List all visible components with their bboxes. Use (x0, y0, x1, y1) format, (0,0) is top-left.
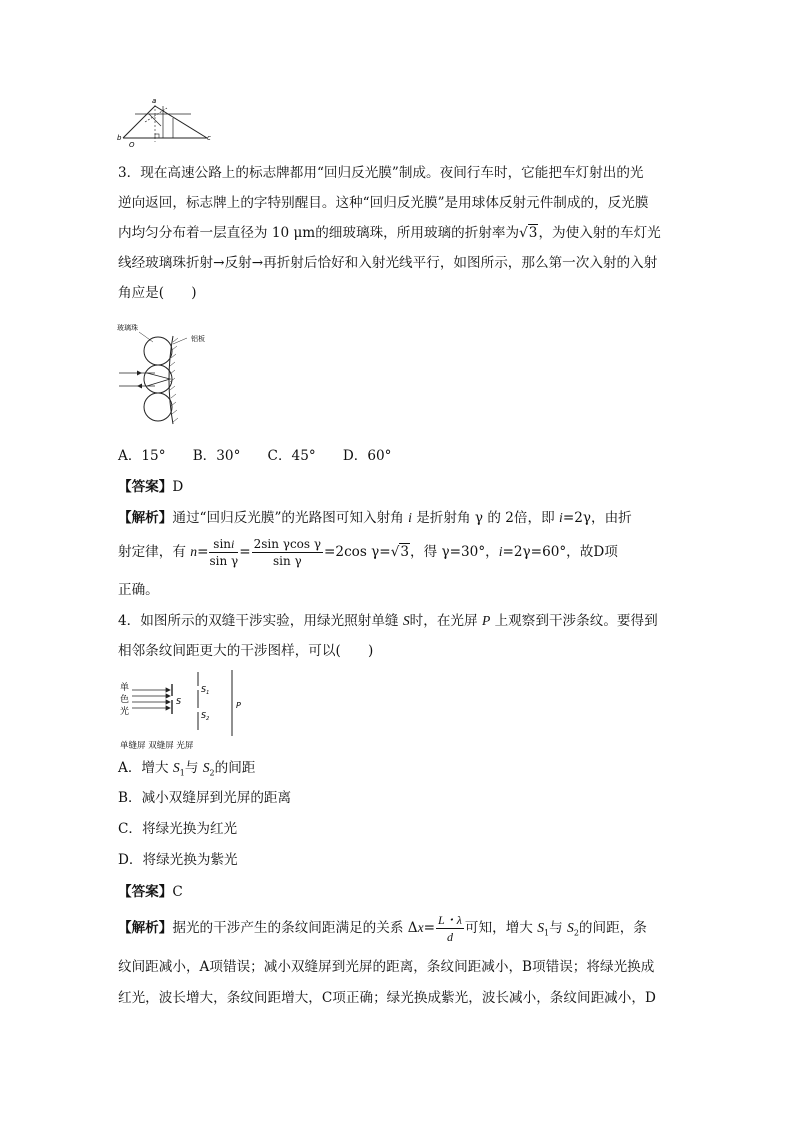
q4-opt-a-pre: A．增大 (118, 760, 173, 776)
ray-1 (145, 108, 167, 122)
label-o: O (129, 141, 135, 148)
q3-analysis-i: i (408, 510, 412, 525)
q4-line-1c: 上观察到干涉条纹。要得到 (490, 613, 658, 629)
label-s2: $S_2$ (201, 711, 210, 722)
q4-analysis-1d: 的间距，条 (578, 920, 647, 936)
bead-bottom (144, 393, 172, 421)
q3-analysis-i2: i (559, 510, 563, 525)
q3-analysis-2a: 射定律，有 (118, 544, 191, 560)
q4-analysis-line-2: 纹间距减小，A项错误；减小双缝屏到光屏的距离，条纹间距减小，B项错误；将绿光换成 (118, 959, 655, 975)
q3-line-5: 角应是( ) (118, 285, 197, 301)
q4-s: S (402, 613, 410, 628)
q3-analysis-line-1 (118, 508, 632, 528)
frac1-num-i: i (231, 537, 235, 551)
q3-answer-label: 【答案】 (118, 479, 173, 495)
frac1-num: sin (213, 537, 232, 551)
q4-analysis-line-1 (118, 910, 647, 952)
q4-line-1 (118, 611, 658, 631)
leader-plate (173, 338, 187, 344)
q4-analysis-1b: 可知，增大 (464, 920, 538, 936)
q3-analysis-n: n (190, 544, 198, 559)
glass-bead-figure (115, 320, 225, 438)
q3-analysis-1c: =2γ，由折 (562, 510, 632, 526)
q4-answer (118, 882, 183, 902)
q4-opt-a-mid: 与 (184, 760, 203, 776)
q4-line-1b: 时，在光屏 (409, 613, 482, 629)
sqrt-3: √3 (519, 225, 538, 241)
frac-num: L・λ (438, 913, 462, 927)
q4-analysis-sub2: 2 (573, 928, 579, 938)
frac2-den: sin γ (272, 554, 302, 568)
q4-analysis-s1: S (537, 920, 545, 935)
q3-line-2: 逆向返回，标志牌上的字特别醒目。这种“回归反光膜”是用球体反射元件制成的，反光膜 (118, 195, 649, 211)
q3-analysis-1b: 是折射角 γ 的 2倍，即 (411, 510, 560, 526)
q4-opt-a-sub1: 1 (179, 768, 185, 778)
frac-den: d (446, 930, 453, 944)
q4-option-c: C．将绿光换为红光 (118, 821, 238, 837)
q4-analysis-sub1: 1 (544, 928, 550, 938)
label-aluminum-plate: 铝板 (191, 335, 205, 343)
q4-option-d: D．将绿光换为紫光 (118, 852, 238, 868)
q3-line-1: 3．现在高速公路上的标志牌都用“回归反光膜”制成。夜间行车时，它能把车灯射出的光 (118, 165, 644, 181)
q3-line-3 (118, 223, 661, 243)
q3-analysis-2c: ，得 γ=30°， (410, 544, 499, 560)
q4-analysis-line-3: 红光，波长增大，条纹间距增大，C项正确；绿光换成紫光，波长减小，条纹间距减小，D (118, 990, 656, 1006)
q4-opt-a-sub2: 2 (209, 768, 215, 778)
q4-answer-label: 【答案】 (118, 884, 173, 900)
q4-line-2: 相邻条纹间距更大的干涉图样，可以( ) (118, 643, 374, 659)
label-s1: $S_1$ (201, 685, 210, 696)
label-s: S (176, 697, 182, 706)
q4-analysis-eq: = (423, 920, 436, 936)
bead-top (144, 337, 172, 365)
q4-analysis-x: x (417, 920, 424, 935)
label-light-2: 色 (120, 695, 130, 705)
q3-answer (118, 477, 183, 497)
q4-p: P (481, 613, 491, 628)
q4-answer-value: C (172, 884, 183, 900)
q3-analysis-i3: i (498, 544, 503, 559)
double-slit-figure (118, 668, 258, 752)
frac1-den: sin γ (209, 554, 239, 568)
light-arrows (132, 688, 170, 710)
sqrt-3-radicand: 3 (528, 225, 538, 241)
arrow-bottom (137, 384, 142, 389)
label-glass-bead: 玻璃珠 (117, 324, 138, 332)
q4-analysis-1c: 与 (549, 920, 568, 936)
q3-line-3-a: 内均匀分布着一层直径为 10 μm的细玻璃珠，所用玻璃的折射率为 (118, 225, 520, 241)
refracted-path (147, 373, 170, 386)
q4-analysis-label: 【解析】 (118, 920, 173, 936)
fraction-l-lambda-d (436, 912, 464, 945)
q3-analysis-2d: =2γ=60°，故D项 (502, 544, 618, 560)
arrow-top (137, 371, 142, 376)
frac2-num: 2sin γcos γ (253, 537, 322, 551)
fraction-sin-i (209, 536, 238, 569)
q4-line-1a: 4．如图所示的双缝干涉实验，用绿光照射单缝 (118, 613, 403, 629)
q3-line-3-b: ，为使入射的车灯光 (538, 225, 661, 241)
q4-option-a (118, 758, 255, 784)
leader-glass (139, 332, 153, 342)
q3-analysis-label: 【解析】 (118, 510, 173, 526)
label-b: b (117, 134, 122, 142)
sqrt-3-b: √3 (390, 544, 410, 560)
label-p: P (236, 701, 241, 710)
q3-options: A．15° B．30° C．45° D．60° (118, 448, 392, 464)
prism-figure (115, 96, 215, 148)
q3-analysis-line-2: 射定律，有 n= $\frac{\sin i}{\text{sin γ}}$ = $\frac{\text{2sin γcos γ}}{\text{sin γ}}$ =2cos γ=√3，得 γ=30°，i=2γ=60°，故D项 (118, 534, 618, 570)
q4-opt-a-post: 的间距 (214, 760, 256, 776)
q4-option-b: B．减小双缝屏到光屏的距离 (118, 790, 292, 806)
right-angle-mark (155, 134, 159, 138)
label-light-3: 光 (120, 707, 130, 717)
q3-answer-value: D (172, 479, 184, 495)
label-c: c (207, 134, 211, 142)
figure-caption: 单缝屏 双缝屏 光屏 (120, 741, 194, 751)
q3-analysis-2b: =2cos γ= (324, 544, 391, 560)
sqrt-3-b-radicand: 3 (400, 544, 410, 560)
prism-side-left (123, 106, 155, 138)
label-a: a (152, 97, 157, 105)
q4-opt-a-s2: S (202, 760, 210, 775)
q4-opt-a-s1: S (172, 760, 180, 775)
q3-line-4: 线经玻璃珠折射→反射→再折射后恰好和入射光线平行，如图所示，那么第一次入射的入射 (118, 255, 658, 271)
q4-analysis-1a: 据光的干涉产生的条纹间距满足的关系 Δ (172, 920, 418, 936)
label-light-1: 单 (120, 683, 130, 693)
fraction-2sin-cos (252, 536, 323, 569)
q3-analysis-line-3: 正确。 (118, 582, 159, 598)
q4-analysis-s2: S (567, 920, 574, 935)
q3-analysis-1a: 通过“回归反光膜”的光路图可知入射角 (172, 510, 409, 526)
bead-middle (144, 365, 172, 393)
